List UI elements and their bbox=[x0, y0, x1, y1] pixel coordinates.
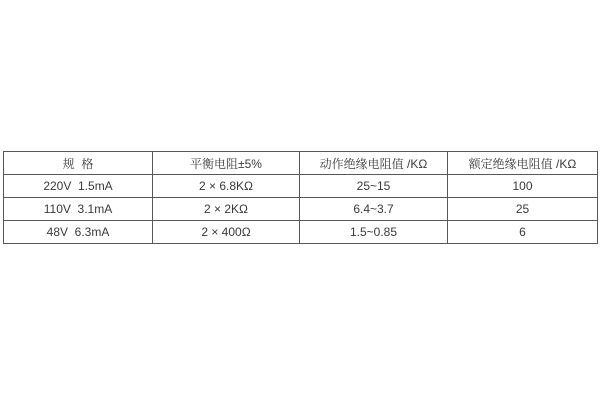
cell-balance-resistance: 2 × 2KΩ bbox=[153, 198, 300, 221]
col-header-spec: 规 格 bbox=[4, 152, 153, 175]
cell-spec: 110V 3.1mA bbox=[4, 198, 153, 221]
col-header-rated-insulation: 额定绝缘电阻值 /KΩ bbox=[448, 152, 598, 175]
cell-action-insulation: 6.4~3.7 bbox=[300, 198, 448, 221]
table-header-row bbox=[4, 152, 598, 175]
spec-table bbox=[3, 151, 598, 244]
cell-rated-insulation: 100 bbox=[448, 175, 598, 198]
cell-action-insulation: 1.5~0.85 bbox=[300, 221, 448, 244]
cell-rated-insulation: 25 bbox=[448, 198, 598, 221]
cell-spec: 220V 1.5mA bbox=[4, 175, 153, 198]
cell-rated-insulation: 6 bbox=[448, 221, 598, 244]
cell-balance-resistance: 2 × 400Ω bbox=[153, 221, 300, 244]
col-header-balance-resistance: 平衡电阻±5% bbox=[153, 152, 300, 175]
table-row bbox=[4, 221, 598, 244]
cell-balance-resistance: 2 × 6.8KΩ bbox=[153, 175, 300, 198]
col-header-action-insulation: 动作绝缘电阻值 /KΩ bbox=[300, 152, 448, 175]
cell-action-insulation: 25~15 bbox=[300, 175, 448, 198]
cell-spec: 48V 6.3mA bbox=[4, 221, 153, 244]
table-row bbox=[4, 198, 598, 221]
table-row bbox=[4, 175, 598, 198]
